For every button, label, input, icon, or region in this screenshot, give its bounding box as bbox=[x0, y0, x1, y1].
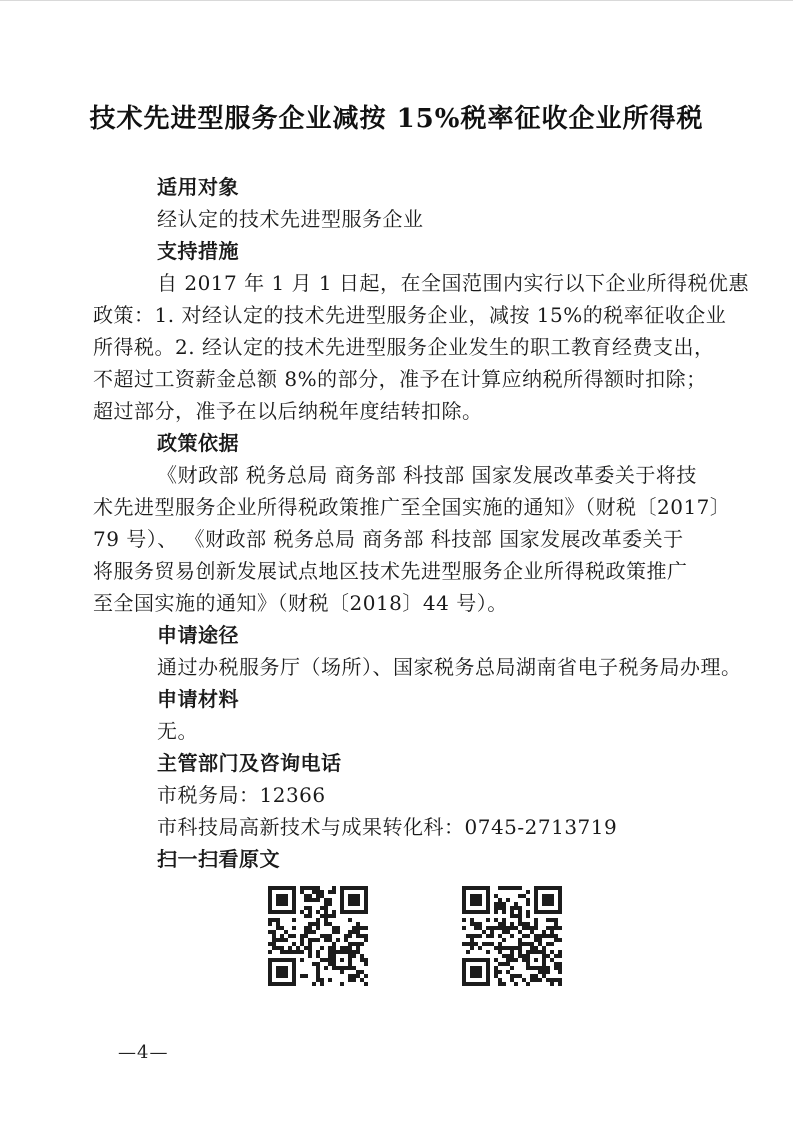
qr-code-right bbox=[462, 886, 562, 986]
body-line: 至全国实施的通知》（财税〔2018〕44 号）。 bbox=[93, 591, 508, 615]
body-line: 超过部分，准予在以后纳税年度结转扣除。 bbox=[93, 399, 483, 423]
section-heading: 适用对象 bbox=[157, 175, 239, 199]
body-line: 政策：1. 对经认定的技术先进型服务企业，减按 15%的税率征收企业 bbox=[93, 303, 727, 327]
body-line: 通过办税服务厅（场所）、国家税务总局湖南省电子税务局办理。 bbox=[157, 655, 742, 679]
body-line: 不超过工资薪金总额 8%的部分，准予在计算应纳税所得额时扣除； bbox=[93, 367, 707, 391]
qr-code-left bbox=[268, 886, 368, 986]
body-line: 术先进型服务企业所得税政策推广至全国实施的通知》（财税〔2017〕 bbox=[93, 495, 731, 519]
section-heading: 主管部门及咨询电话 bbox=[157, 751, 342, 775]
page-title: 技术先进型服务企业减按 15%税率征收企业所得税 bbox=[89, 104, 704, 134]
body-line: 所得税。2. 经认定的技术先进型服务企业发生的职工教育经费支出， bbox=[93, 335, 715, 359]
body-line: 市税务局：12366 bbox=[157, 783, 326, 807]
section-heading: 申请材料 bbox=[157, 687, 239, 711]
section-heading: 政策依据 bbox=[157, 431, 239, 455]
body-line: 无。 bbox=[157, 719, 198, 743]
body-line: 自 2017 年 1 月 1 日起，在全国范围内实行以下企业所得税优惠 bbox=[157, 271, 749, 295]
document-body bbox=[93, 171, 749, 875]
body-line: 经认定的技术先进型服务企业 bbox=[157, 207, 424, 231]
body-line: 《财政部 税务总局 商务部 科技部 国家发展改革委关于将技 bbox=[157, 463, 697, 487]
page-number: —4— bbox=[118, 1042, 169, 1063]
section-heading: 扫一扫看原文 bbox=[157, 847, 280, 871]
section-heading: 支持措施 bbox=[157, 239, 239, 263]
body-line: 将服务贸易创新发展试点地区技术先进型服务企业所得税政策推广 bbox=[93, 559, 688, 583]
section-heading: 申请途径 bbox=[157, 623, 239, 647]
body-line: 市科技局高新技术与成果转化科：0745-2713719 bbox=[157, 815, 618, 839]
body-line: 79 号）、 《财政部 税务总局 商务部 科技部 国家发展改革委关于 bbox=[93, 527, 684, 551]
